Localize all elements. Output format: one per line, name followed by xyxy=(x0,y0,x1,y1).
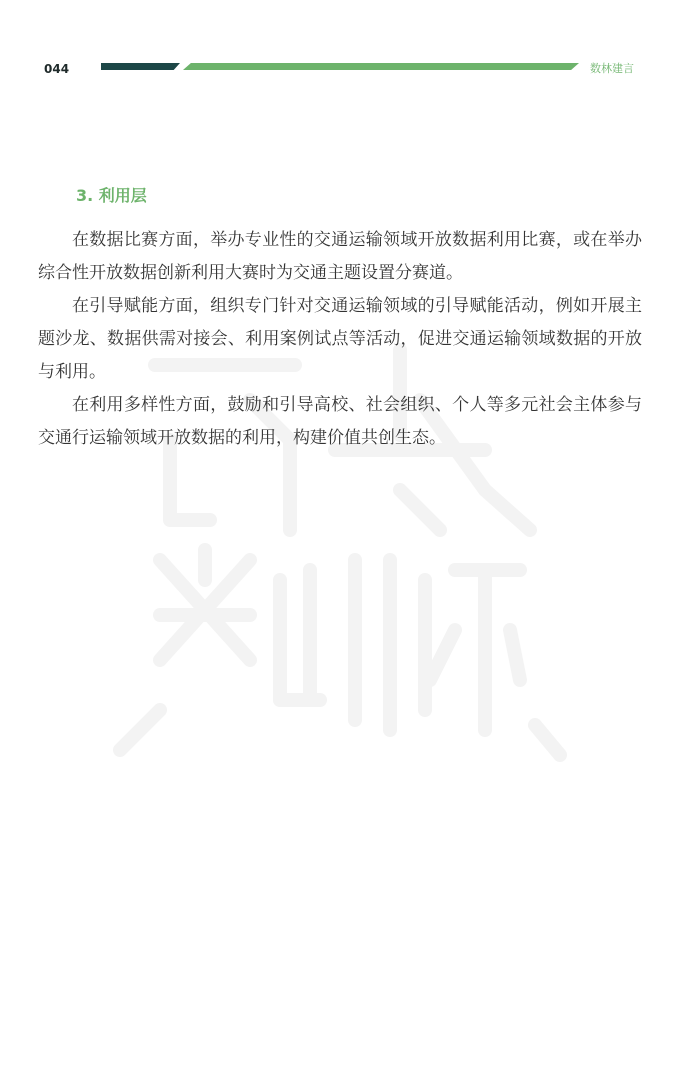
running-head: 数林建言 xyxy=(590,62,634,75)
section-heading: 3. 利用层 xyxy=(76,186,147,205)
header-rule-green xyxy=(183,63,579,70)
paragraph-data-competition: 在数据比赛方面，举办专业性的交通运输领域开放数据利用比赛，或在举办综合性开放数据创新利用大赛时为交通主题设置分赛道。 xyxy=(38,230,642,283)
main-content xyxy=(38,183,642,455)
paragraph-utilization-diversity: 在利用多样性方面，鼓励和引导高校、社会组织、个人等多元社会主体参与交通行运输领域开放数据的利用，构建价值共创生态。 xyxy=(38,395,642,448)
paragraph-guidance-empowerment: 在引导赋能方面，组织专门针对交通运输领域的引导赋能活动，例如开展主题沙龙、数据供需对接会、利用案例试点等活动，促进交通运输领域数据的开放与利用。 xyxy=(38,296,642,382)
page-number: 044 xyxy=(44,62,70,76)
header-rule-dark xyxy=(101,63,180,70)
